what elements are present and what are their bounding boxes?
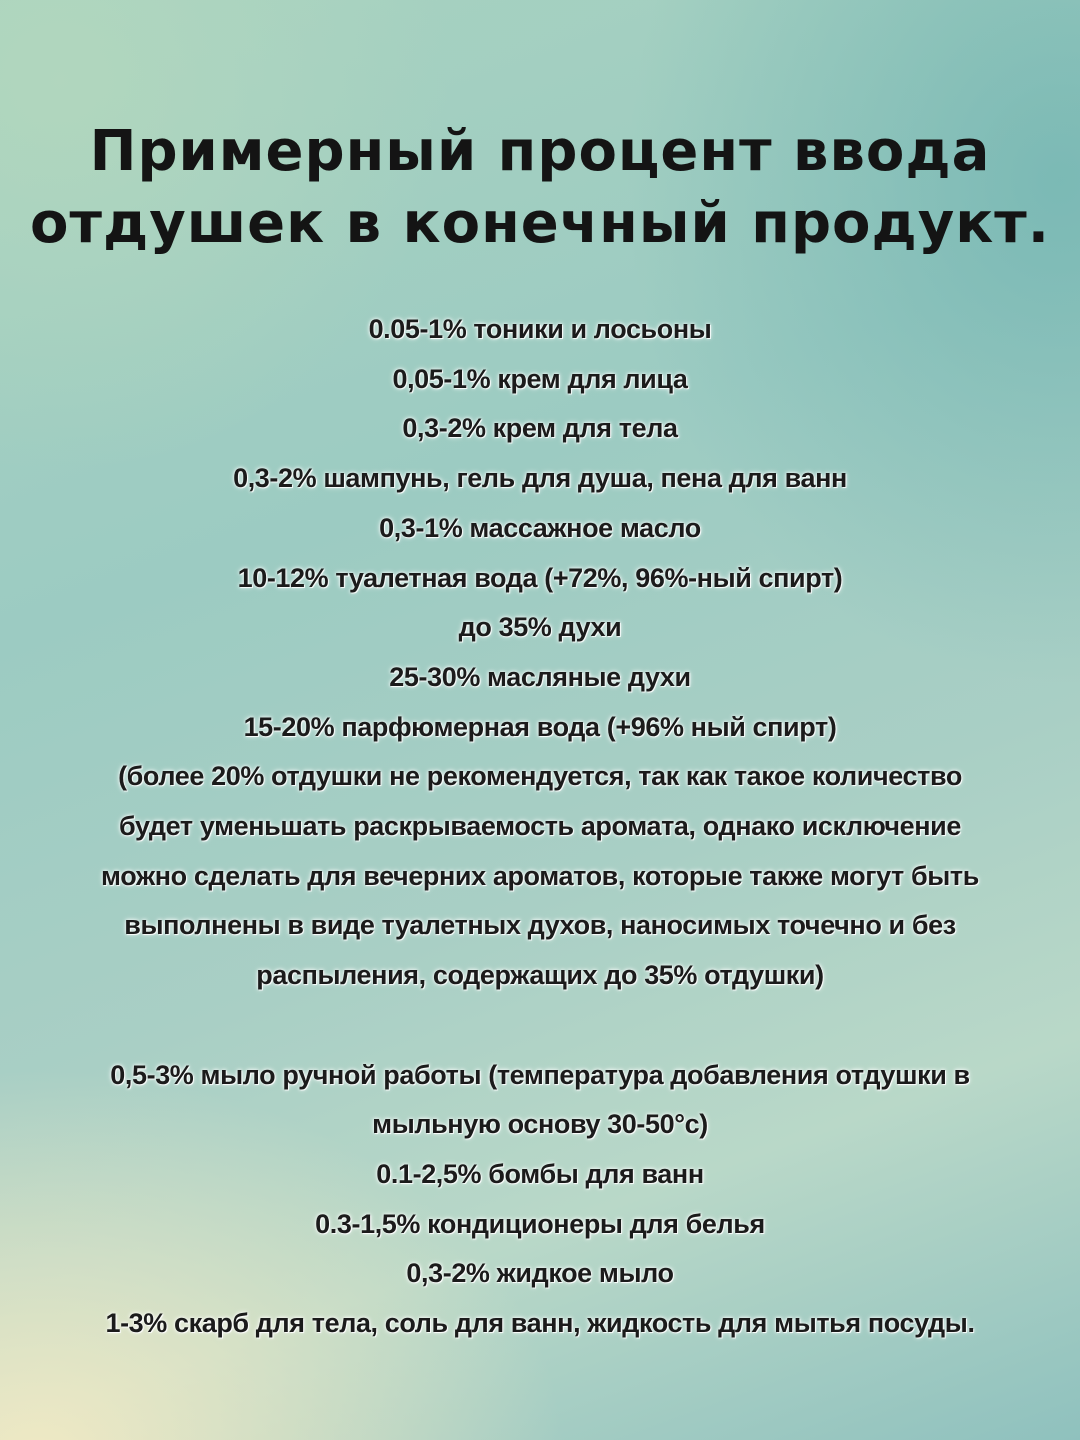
list-line: до 35% духи [458,612,622,643]
list-line: 0,5-3% мыло ручной работы (температура добавления отдушки в [110,1059,970,1090]
title-line-2: отдушек в конечный продукт. [30,191,1050,256]
note-line: выполнены в виде туалетных духов, наносимых точечно и без [124,910,956,941]
spacer [20,1001,1060,1051]
list-line: 10-12% туалетная вода (+72%, 96%-ный спирт) [237,562,843,593]
list-line: 0,05-1% крем для лица [392,363,688,394]
list-line: 25-30% масляные духи [389,661,691,692]
list-line: 0,3-2% шампунь, гель для душа, пена для ванн [233,463,847,494]
list-line: 0.1-2,5% бомбы для ванн [376,1158,704,1189]
page-title [0,116,1080,260]
list-line: 0,3-1% массажное масло [379,512,701,543]
note-line: будет уменьшать раскрываемость аромата, однако исключение [119,811,961,842]
percentage-list [20,305,1060,1349]
list-line: 0,3-2% крем для тела [402,413,678,444]
list-line: 1-3% скарб для тела, соль для ванн, жидкость для мытья посуды. [105,1308,975,1339]
list-line: 15-20% парфюмерная вода (+96% ный спирт) [243,711,837,742]
note-line: распыления, содержащих до 35% отдушки) [256,960,824,991]
list-line: 0.3-1,5% кондиционеры для белья [315,1208,765,1239]
note-line: можно сделать для вечерних ароматов, которые также могут быть [101,860,979,891]
title-line-1: Примерный процент ввода [89,119,991,184]
list-line: 0,3-2% жидкое мыло [406,1258,674,1289]
list-line: 0.05-1% тоники и лосьоны [368,314,712,344]
note-line: (более 20% отдушки не рекомендуется, так как такое количество [118,761,962,792]
list-line: мыльную основу 30-50°с) [372,1109,708,1140]
